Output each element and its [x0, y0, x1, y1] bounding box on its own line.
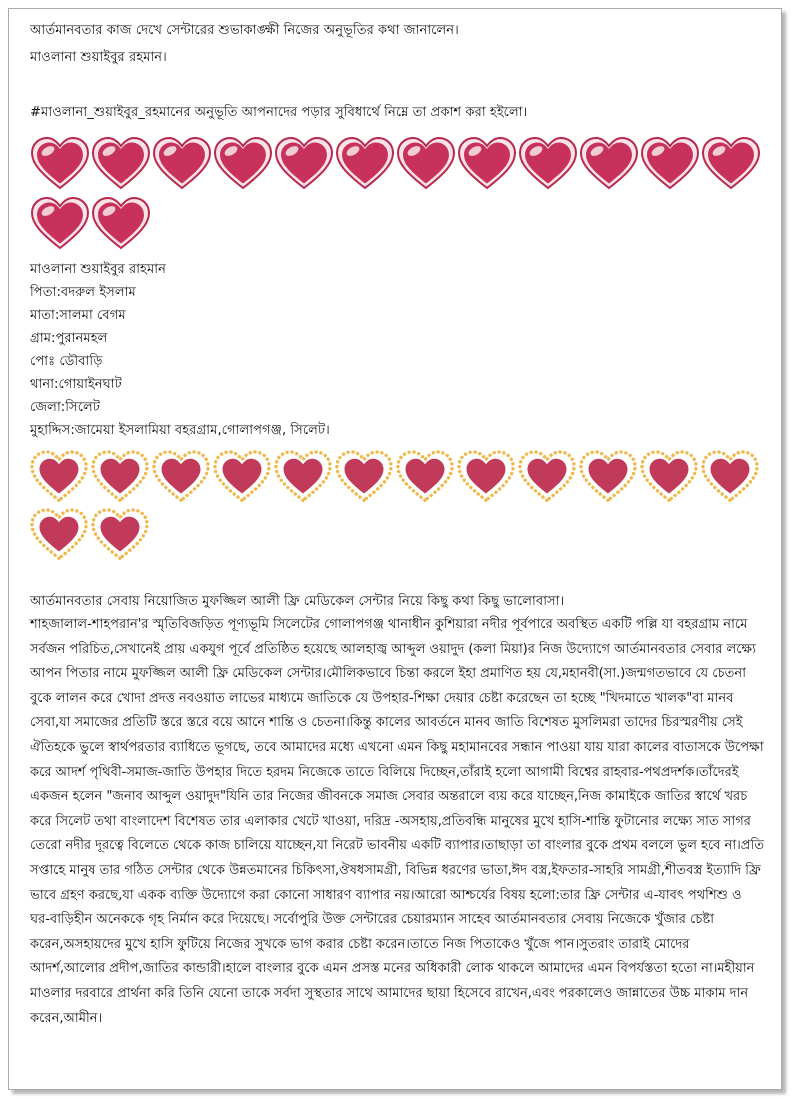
solid-hearts-row: [30, 136, 765, 256]
heart-icon: [396, 136, 456, 192]
heart-icon: [396, 450, 454, 504]
heart-icon: [91, 136, 151, 192]
profile-post: পোঃ ডৌবাড়ি: [30, 354, 103, 369]
intro-line-3: #মাওলানা_শুয়াইবুর_রহমানের অনুভূতি আপনাদের পড়ার সুবিধার্থে নিম্নে তা প্রকাশ করা হইলো।: [30, 105, 528, 120]
heart-icon: [457, 136, 517, 192]
heart-icon: [274, 450, 332, 504]
heart-icon: [701, 136, 761, 192]
heart-icon: [579, 450, 637, 504]
heart-icon: [30, 136, 90, 192]
heart-icon: [701, 450, 759, 504]
heart-icon: [274, 136, 334, 192]
heart-icon: [457, 450, 515, 504]
heart-icon: [518, 450, 576, 504]
profile-name: মাওলানা শুয়াইবুর রাহমান: [30, 262, 167, 277]
heart-icon: [91, 508, 149, 562]
body-paragraph: শাহজালাল-শাহপরান'র স্মৃতিবিজড়িত পূণ্যভূমি সিলেটের গোলাপগঞ্জ থানাধীন কুশিয়ারা নদীর পূর্বপারে অবস্থিত একটি পল্লি যা বহরগ্রাম নামে সর্বজন পরিচিত,সেখানেই প্রায় একযুগ পূর্বে প্রতিষ্ঠিত হয়েছে আলহাজ্ব আব্দুল ওয়াদুদ (কলা মিয়া)র নিজ উদ্যোগে আর্তমানবতার সেবার লক্ষ্যে আপন পিতার নামে মুফজ্জিল আলী ফ্রি মেডিকেল সেন্টার।মৌলিকভাবে চিন্তা করলে ইহা প্রমাণিত হয় যে,মহানবী(সা.)জন্মগতভাবে যে চেতনা বুকে লালন করে খোদা প্রদত্ত নবওয়াত লাভের মাধ্যমে জাতিকে যে উপহার-শিক্ষা দেয়ার চেষ্টা করেছেন তা হচ্ছে "খিদমাতে খালক"বা মানব সেবা,যা সমাজের প্রতিটি স্তরে স্তরে বয়ে আনে শান্তি ও চেতনা।কিন্তু কালের আবর্তনে মানব জাতি বিশেষত মুসলিমরা তাদের চিরস্মরণীয় সেই ঐতিহকে ভুলে স্বার্থপরতার ব্যাধিতে ভূগছে, তবে আমাদের মধ্যে এখনো এমন কিছু মহামানবের সন্ধান পাওয়া যায় যারা কালের বাতাসকে উপেক্ষা করে আদর্শ পৃথিবী-সমাজ-জাতি উপহার দিতে হরদম নিজেকে তাতে বিলিয়ে দিচ্ছেন,তাঁরাই হলো আগামী বিশ্বের রাহবার-পথপ্রদর্শক।তাঁদেরই একজন হলেন "জনাব আব্দুল ওয়াদুদ"যিনি তার নিজের জীবনকে সমাজ সেবার অন্তরালে ব্যয় করে যাচ্ছেন,নিজ কামাইকে জাতির স্বার্থে খরচ করে সিলেট তথা বাংলাদেশ বিশেষত তার এলাকার খেটে খাওয়া, দরিদ্র -অসহায়,প্রতিবন্ধি মানুষের মুখে হাসি-শান্তি ফুটানোর লক্ষ্যে সাত সাগর তেরো নদীর দূরত্বে বিলেতে থেকে কাজ চালিয়ে যাচ্ছেন,যা নিরেট ভাবনীয় একটি ব্যাপার।তাছাড়া তা বাংলার বুকে প্রথম বললে ভুল হবে না।প্রতি সপ্তাহে মানুষ তার গঠিত সেন্টার থেকে উন্নতমানের চিকিৎসা,ঔষধসামগ্রী, বিভিন্ন ধরণের ভাতা,ঈদ বস্ত্র,ইফতার-সাহরি সামগ্রী,শীতবস্ত্র ইত্যাদি ফ্রি ভাবে গ্রহণ করছে,যা একক ব্যক্তি উদ্যোগে করা কোনো সাধারণ ব্যাপার নয়।আরো আশ্চর্যের বিষয় হলো:তার ফ্রি সেন্টার এ-যাবৎ পথশিশু ও ঘর-বাড়িহীন অনেককে গৃহ নির্মান করে দিয়েছে। সর্বোপুরি উক্ত সেন্টারের চেয়ারম্যান সাহেব আর্তমানবতার সেবায় নিজেকে খুঁজার চেষ্টা করেন,অসহায়দের মুখে হাসি ফুটিয়ে নিজের সুখকে ভাগ করার চেষ্টা করেন।তাতে নিজ পিতাকেও খুঁজে পান।সুতরাং তারাই মোদের আদর্শ,আলোর প্রদীপ,জাতির কান্ডারী।হালে বাংলার বুকে এমন প্রসস্ত মনের অধিকারী লোক থাকলে আমাদের এমন বিপর্যস্ততা হতো না।মহীয়ান মাওলার দরবারে প্রার্থনা করি তিনি যেনো তাকে সর্বদা সুস্থতার সাথে আমাদের ছায়া হিসেবে রাখেন,এবং পরকালেও জান্নাতের উচ্চ মাকাম দান করেন,আমীন।: [30, 617, 765, 1026]
heart-icon: [152, 136, 212, 192]
heart-icon: [213, 450, 271, 504]
profile-father: পিতা:বদরুল ইসলাম: [30, 285, 136, 300]
document-content: [30, 19, 765, 1031]
heart-icon: [335, 136, 395, 192]
intro-line-1: আর্তমানবতার কাজ দেখে সেন্টারের শুভাকাঙ্ক্ষী নিজের অনুভূতির কথা জানালেন।: [30, 23, 459, 38]
heart-icon: [30, 196, 90, 252]
profile-thana: থানা:গোয়াইনঘাট: [30, 377, 122, 392]
heart-icon: [518, 136, 578, 192]
profile-mother: মাতা:সালমা বেগম: [30, 308, 126, 323]
heart-icon: [335, 450, 393, 504]
heart-icon: [640, 136, 700, 192]
heart-icon: [30, 450, 88, 504]
heart-icon: [91, 196, 151, 252]
heart-icon: [213, 136, 273, 192]
heart-icon: [579, 136, 639, 192]
heart-icon: [30, 508, 88, 562]
dotted-hearts-row: [30, 450, 765, 568]
body-heading: আর্তমানবতার সেবায় নিয়োজিত মুফজ্জিল আলী ফ্রি মেডিকেল সেন্টার নিয়ে কিছু কথা কিছু ভালোবাসা।: [30, 594, 565, 609]
intro-line-2: মাওলানা শুয়াইবুর রহমান।: [30, 50, 167, 65]
heart-icon: [91, 450, 149, 504]
profile-muhaddis: মুহাদ্দিস:জামেয়া ইসলামিয়া বহরগ্রাম,গোলাপগঞ্জ, সিলেট।: [30, 423, 330, 438]
heart-icon: [640, 450, 698, 504]
profile-district: জেলা:সিলেট: [30, 400, 101, 415]
document-page: [8, 8, 782, 1090]
heart-icon: [152, 450, 210, 504]
profile-village: গ্রাম:পুরানমহল: [30, 331, 108, 346]
